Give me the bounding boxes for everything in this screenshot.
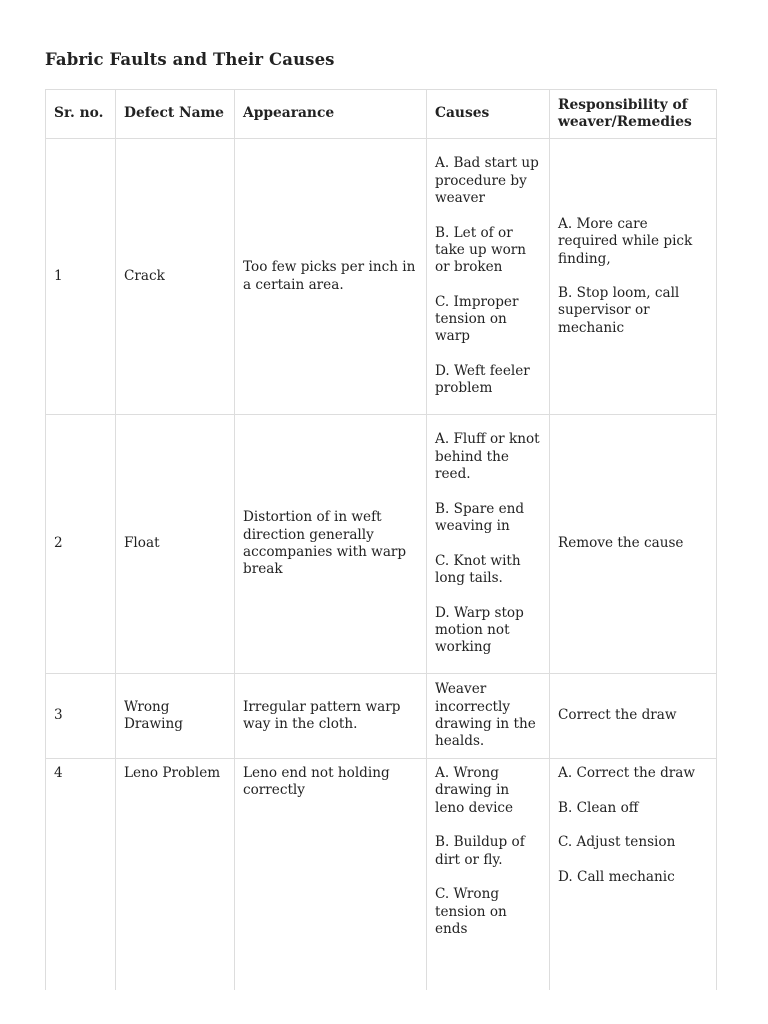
cell-remedies (550, 759, 717, 994)
remedy-item: D. Call mechanic (558, 869, 675, 886)
cell-sr-no: 2 (46, 415, 116, 674)
cell-defect-name: Float (116, 415, 235, 674)
cause-item: C. Knot with long tails. (435, 552, 521, 586)
cell-defect-name: Leno Problem (116, 759, 235, 994)
cell-remedies (550, 415, 717, 674)
cause-item: B. Spare end weaving in (435, 500, 525, 534)
cell-remedies (550, 674, 717, 759)
header-sr-no: Sr. no. (46, 90, 116, 139)
header-defect-name: Defect Name (116, 90, 235, 139)
remedy-item: B. Clean off (558, 799, 639, 816)
remedy-item: Remove the cause (558, 535, 684, 552)
table-row (46, 139, 717, 415)
cause-item: B. Buildup of dirt or fly. (435, 834, 525, 868)
page-bottom-margin (0, 990, 768, 1024)
cause-item: C. Wrong tension on ends (435, 886, 507, 937)
cell-sr-no: 3 (46, 674, 116, 759)
cause-item: C. Improper tension on warp (435, 293, 519, 345)
header-causes: Causes (427, 90, 550, 139)
cell-sr-no: 1 (46, 139, 116, 415)
cause-item: Weaver incorrectly drawing in the healds. (435, 681, 536, 750)
remedy-item: A. More care required while pick finding, (558, 215, 693, 267)
cell-causes (427, 139, 550, 415)
cell-defect-name: Wrong Drawing (116, 674, 235, 759)
page-title: Fabric Faults and Their Causes (45, 50, 335, 69)
cause-item: A. Bad start up procedure by weaver (435, 155, 539, 206)
cell-defect-name: Crack (116, 139, 235, 415)
cell-causes (427, 415, 550, 674)
table-row (46, 674, 717, 759)
cell-sr-no: 4 (46, 759, 116, 994)
table-row (46, 415, 717, 674)
table-header-row (46, 90, 717, 139)
cell-appearance: Leno end not holding correctly (235, 759, 427, 994)
cell-remedies (550, 139, 717, 415)
remedy-item: B. Stop loom, call supervisor or mechanic (558, 285, 680, 336)
cell-appearance: Distortion of in weft direction generally accompanies with warp break (235, 415, 427, 674)
cause-item: D. Weft feeler problem (435, 363, 530, 397)
cause-item: A. Wrong drawing in leno device (435, 765, 514, 816)
cause-item: B. Let of or take up worn or broken (435, 224, 527, 276)
header-responsibility: Responsibility of weaver/Remedies (550, 90, 717, 139)
cause-item: D. Warp stop motion not working (435, 604, 524, 656)
remedy-item: Correct the draw (558, 707, 677, 724)
cell-appearance: Irregular pattern warp way in the cloth. (235, 674, 427, 759)
remedy-item: A. Correct the draw (558, 765, 696, 781)
cell-causes (427, 674, 550, 759)
cause-item: A. Fluff or knot behind the reed. (435, 431, 540, 483)
remedy-item: C. Adjust tension (558, 834, 676, 851)
header-appearance: Appearance (235, 90, 427, 139)
table-row (46, 759, 717, 994)
cell-causes (427, 759, 550, 994)
fabric-faults-table (45, 89, 717, 994)
cell-appearance: Too few picks per inch in a certain area. (235, 139, 427, 415)
